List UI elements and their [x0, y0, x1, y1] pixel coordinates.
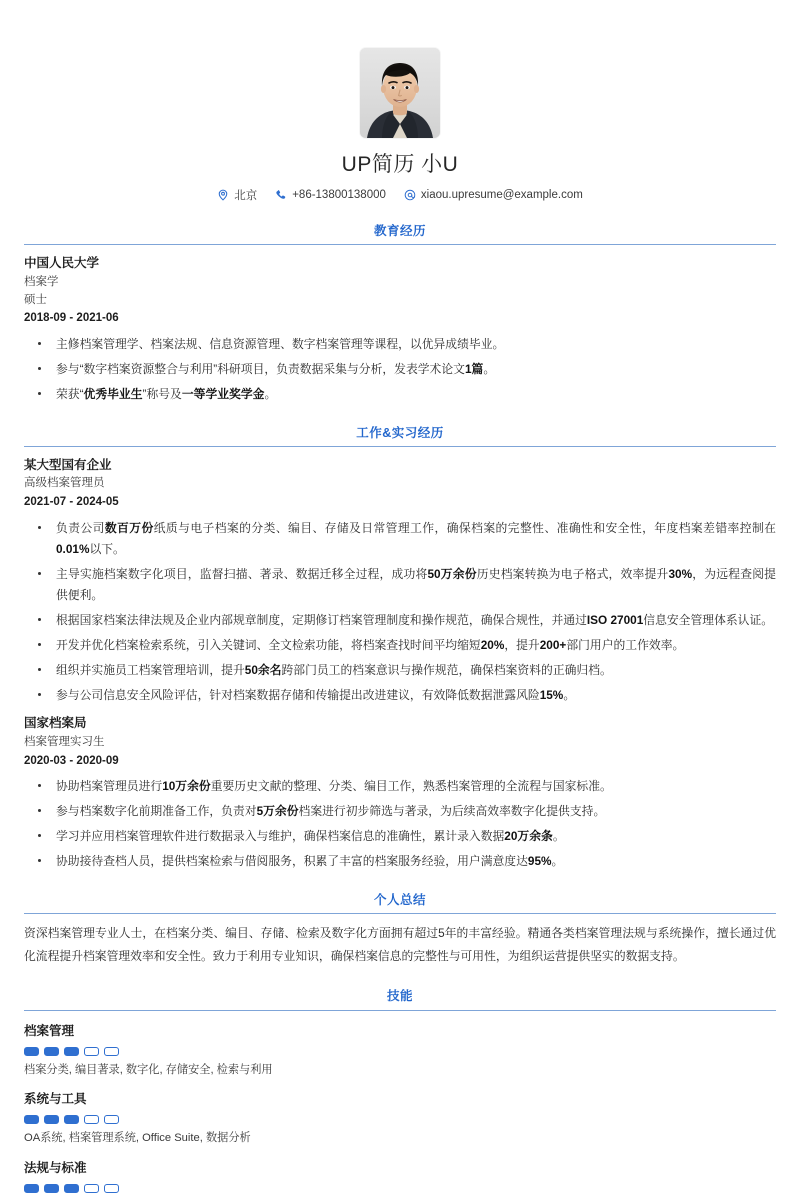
rating-pip-empty: [84, 1184, 99, 1193]
list-item: 参与“数字档案资源整合与利用”科研项目，负责数据采集与分析，发表学术论文1篇。: [24, 359, 776, 380]
education-org: 中国人民大学: [24, 256, 100, 271]
section-skills: [24, 988, 776, 1193]
experience-dates: 2021-07 - 2024-05: [24, 496, 119, 509]
skill-name: 档案管理: [24, 1023, 75, 1038]
contact-location: [217, 187, 257, 203]
contact-row: [24, 187, 776, 203]
education-major: 档案学: [24, 275, 59, 288]
photo-container: [24, 48, 776, 138]
section-divider: [24, 446, 776, 447]
list-item: 参与档案数字化前期准备工作，负责对5万余份档案进行初步筛选与著录，为后续高效率数字化提供支持。: [24, 801, 776, 822]
rating-pip-filled: [44, 1184, 59, 1193]
list-item: 主修档案管理学、档案法规、信息资源管理、数字档案管理等课程，以优异成绩毕业。: [24, 334, 776, 355]
education-dates: 2018-09 - 2021-06: [24, 312, 119, 325]
skill-rating: [24, 1184, 776, 1193]
rating-pip-empty: [104, 1047, 119, 1056]
list-item: 根据国家档案法律法规及企业内部规章制度，定期修订档案管理制度和操作规范，确保合规性，并通过ISO 27001信息安全管理体系认证。: [24, 610, 776, 631]
education-entry: [24, 254, 776, 404]
experience-org: 某大型国有企业: [24, 458, 112, 473]
rating-pip-empty: [84, 1115, 99, 1124]
resume-header: [24, 0, 776, 203]
rating-pip-filled: [64, 1184, 79, 1193]
rating-pip-filled: [44, 1115, 59, 1124]
summary-text: 资深档案管理专业人士，在档案分类、编目、存储、检索及数字化方面拥有超过5年的丰富经验。精通各类档案管理法规与系统操作，擅长通过优化流程提升档案管理效率和安全性。致力于利用专业知识，确保档案信息的完整性与可用性，为组织运营提供坚实的数据支持。: [24, 926, 776, 964]
skill-group-3: [24, 1158, 776, 1193]
experience-role: 档案管理实习生: [24, 735, 105, 748]
full-name: UP简历 小U: [341, 153, 459, 176]
list-item: 协助接待查档人员，提供档案检索与借阅服务，积累了丰富的档案服务经验，用户满意度达95%。: [24, 851, 776, 872]
skill-name: 系统与工具: [24, 1092, 87, 1107]
list-item: 主导实施档案数字化项目，监督扫描、著录、数据迁移全过程，成功将50万余份历史档案转换为电子格式，效率提升30%，为远程查阅提供便利。: [24, 564, 776, 606]
rating-pip-empty: [104, 1184, 119, 1193]
profile-photo: [360, 48, 440, 138]
section-title-experience: 工作&实习经历: [356, 425, 444, 440]
section-summary: [24, 892, 776, 968]
section-experience: [24, 425, 776, 872]
skill-items: OA系统, 档案管理系统, Office Suite, 数据分析: [24, 1132, 251, 1145]
skill-rating: [24, 1047, 776, 1056]
section-title-skills: 技能: [386, 989, 413, 1004]
rating-pip-filled: [24, 1047, 39, 1056]
experience-entry-1: [24, 456, 776, 705]
list-item: 负责公司数百万份纸质与电子档案的分类、编目、存储及日常管理工作，确保档案的完整性、准确性和安全性，年度档案差错率控制在0.01%以下。: [24, 518, 776, 560]
rating-pip-filled: [24, 1184, 39, 1193]
experience-bullets: [24, 518, 776, 706]
rating-pip-empty: [84, 1047, 99, 1056]
rating-pip-empty: [104, 1115, 119, 1124]
rating-pip-filled: [64, 1115, 79, 1124]
location-pin-icon: [217, 189, 229, 201]
skill-name: 法规与标准: [24, 1161, 87, 1176]
section-education: [24, 223, 776, 405]
experience-org: 国家档案局: [24, 716, 87, 731]
email-at-icon: [404, 189, 416, 201]
rating-pip-filled: [64, 1047, 79, 1056]
list-item: 协助档案管理员进行10万余份重要历史文献的整理、分类、编目工作，熟悉档案管理的全流程与国家标准。: [24, 776, 776, 797]
contact-phone-value: +86-13800138000: [292, 189, 386, 202]
skill-group-2: [24, 1089, 776, 1148]
section-divider: [24, 1010, 776, 1011]
experience-entry-2: [24, 714, 776, 872]
phone-icon: [275, 189, 287, 201]
contact-email-value: xiaou.upresume@example.com: [420, 189, 583, 202]
list-item: 组织并实施员工档案管理培训，提升50余名跨部门员工的档案意识与操作规范，确保档案资料的正确归档。: [24, 660, 776, 681]
list-item: 开发并优化档案检索系统，引入关键词、全文检索功能，将档案查找时间平均缩短20%，提升200+部门用户的工作效率。: [24, 635, 776, 656]
experience-dates: 2020-03 - 2020-09: [24, 754, 119, 767]
experience-role: 高级档案管理员: [24, 477, 105, 490]
rating-pip-filled: [24, 1115, 39, 1124]
skill-items: 档案分类, 编目著录, 数字化, 存储安全, 检索与利用: [24, 1063, 273, 1076]
experience-bullets: [24, 776, 776, 872]
section-title-summary: 个人总结: [373, 893, 426, 907]
skill-group-1: [24, 1021, 776, 1080]
section-divider: [24, 913, 776, 914]
list-item: 荣获“优秀毕业生”称号及一等学业奖学金。: [24, 384, 776, 405]
contact-location-value: 北京: [234, 190, 258, 203]
education-bullets: [24, 334, 776, 405]
section-divider: [24, 244, 776, 245]
contact-email: [404, 189, 583, 201]
list-item: 参与公司信息安全风险评估，针对档案数据存储和传输提出改进建议，有效降低数据泄露风险15%。: [24, 685, 776, 706]
contact-phone: [275, 189, 386, 201]
education-degree: 硕士: [24, 293, 47, 306]
skill-rating: [24, 1115, 776, 1124]
rating-pip-filled: [44, 1047, 59, 1056]
list-item: 学习并应用档案管理软件进行数据录入与维护，确保档案信息的准确性，累计录入数据20万余条。: [24, 826, 776, 847]
section-title-education: 教育经历: [373, 224, 426, 239]
